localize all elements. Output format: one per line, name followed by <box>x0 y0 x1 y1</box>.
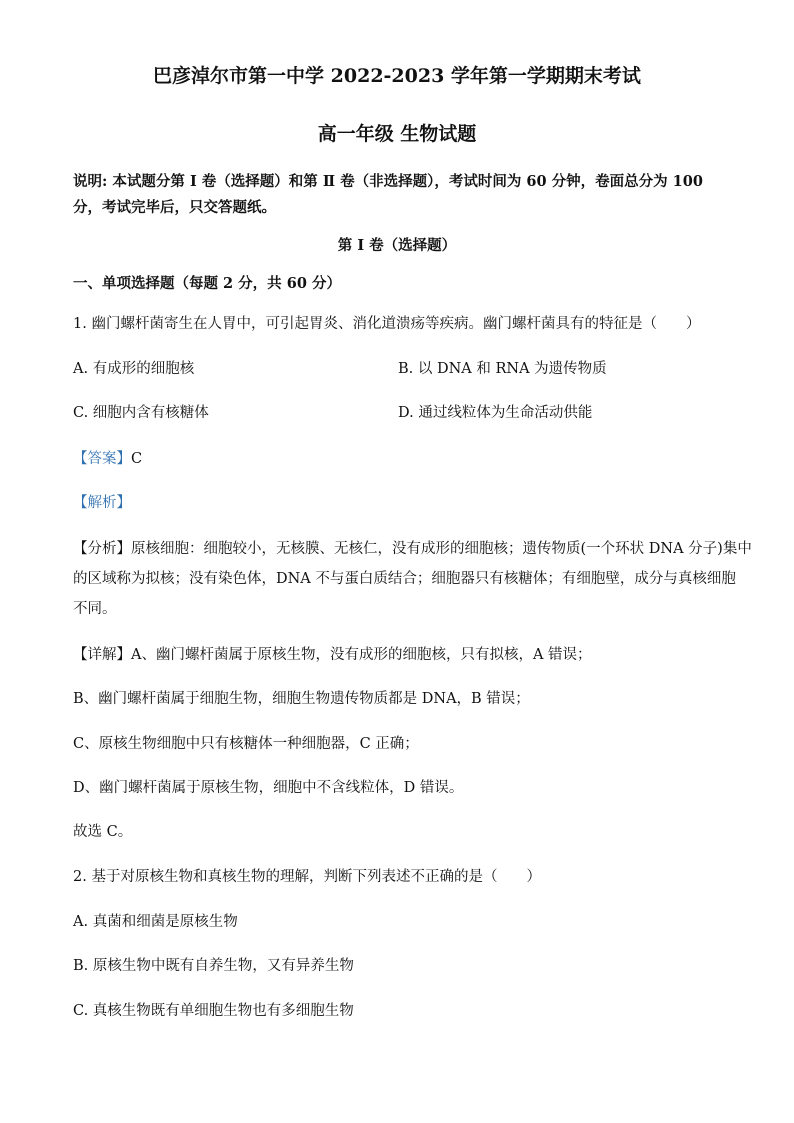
fenxi-text-1: 原核细胞：细胞较小，无核膜、无核仁，没有成形的细胞核；遗传物质(一个环状 DNA 分子)集中 <box>131 541 752 557</box>
q1-option-d: D. 通过线粒体为生命活动供能 <box>398 405 593 421</box>
q1-option-a: A. 有成形的细胞核 <box>73 361 195 377</box>
analysis-tag: 【解析】 <box>73 495 131 511</box>
exam-subtitle: 高一年级 生物试题 <box>317 123 477 145</box>
q1-answer <box>73 449 142 469</box>
section-1-title: 一、单项选择题（每题 2 分，共 60 分） <box>73 275 341 292</box>
q1-option-c: C. 细胞内含有核糖体 <box>73 405 209 421</box>
xiangjie-text-a: A、幽门螺杆菌属于原核生物，没有成形的细胞核，只有拟核，A 错误； <box>131 647 592 663</box>
q1-conclusion: 故选 C。 <box>73 824 133 840</box>
q2-option-c: C. 真核生物既有单细胞生物也有多细胞生物 <box>73 1003 354 1019</box>
fenxi-line-2: 的区域称为拟核；没有染色体，DNA 不与蛋白质结合；细胞器只有核糖体；有细胞壁，成分与真核细胞 <box>73 571 736 587</box>
fenxi-line-3: 不同。 <box>73 601 117 617</box>
part-1-title: 第 Ⅰ 卷（选择题） <box>337 237 457 254</box>
xiangjie-line-d: D、幽门螺杆菌属于原核生物，细胞中不含线粒体，D 错误。 <box>73 780 464 796</box>
fenxi-line-1 <box>73 539 752 559</box>
xiangjie-line-c: C、原核生物细胞中只有核糖体一种细胞器，C 正确； <box>73 736 419 752</box>
exam-title: 巴彦淖尔市第一中学 2022-2023 学年第一学期期末考试 <box>153 65 641 87</box>
q1-stem: 1. 幽门螺杆菌寄生在人胃中，可引起胃炎、消化道溃疡等疾病。幽门螺杆菌具有的特征是（ ） <box>73 316 701 332</box>
q1-option-b: B. 以 DNA 和 RNA 为遗传物质 <box>398 361 607 377</box>
q2-option-a: A. 真菌和细菌是原核生物 <box>73 914 238 930</box>
xiangjie-line-b: B、幽门螺杆菌属于细胞生物，细胞生物遗传物质都是 DNA，B 错误； <box>73 691 530 707</box>
fenxi-tag: 【分析】 <box>73 541 131 557</box>
instructions-line-1: 说明: 本试题分第 Ⅰ 卷（选择题）和第 Ⅱ 卷（非选择题），考试时间为 60 分钟，卷面总分为 100 <box>73 173 703 190</box>
q2-option-b: B. 原核生物中既有自养生物，又有异养生物 <box>73 958 354 974</box>
xiangjie-tag: 【详解】 <box>73 647 131 663</box>
answer-value: C <box>131 451 143 467</box>
instructions-line-2: 分，考试完毕后，只交答题纸。 <box>73 199 276 216</box>
answer-tag: 【答案】 <box>73 451 131 467</box>
xiangjie-line-a <box>73 645 592 665</box>
q2-stem: 2. 基于对原核生物和真核生物的理解，判断下列表述不正确的是（ ） <box>73 869 541 885</box>
